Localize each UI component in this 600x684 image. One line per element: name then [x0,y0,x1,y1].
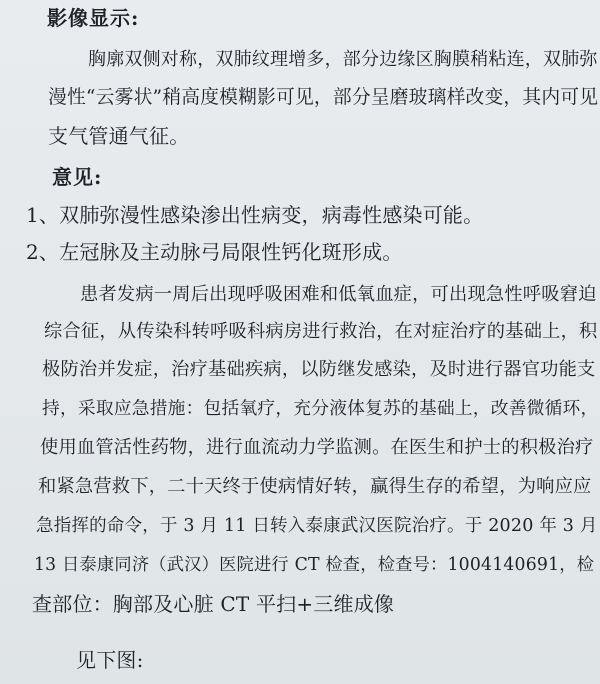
opinion-heading: 意见: [52,165,103,189]
opinion-item-1: 1、双肺弥漫性感染渗出性病变，病毒性感染可能。 [26,203,484,227]
narrative-line-1: 患者发病一周后出现呼吸困难和低氧血症，可出现急性呼吸窘迫 [80,284,597,305]
narrative-line-3: 极防治并发症，治疗基础疾病，以防继发感染，及时进行器官功能支 [42,359,596,380]
narrative-line-5: 使用血管活性药物，进行血流动力学监测。在医生和护士的积极治疗 [40,437,594,458]
narrative-line-9: 查部位：胸部及心脏 CT 平扫+三维成像 [32,592,395,616]
imaging-findings-heading: 影像显示: [47,6,140,30]
narrative-line-2: 综合征，从传染科转呼吸科病房进行救治，在对症治疗的基础上，积 [44,321,598,342]
narrative-line-4: 持，采取应急措施：包括氧疗，充分液体复苏的基础上，改善微循环， [42,399,599,419]
findings-line-2: 漫性“云雾状”稍高度模糊影可见，部分呈磨玻璃样改变，其内可见 [48,87,599,108]
findings-line-1: 胸廓双侧对称，双肺纹理增多，部分边缘区胸膜稍粘连，双肺弥 [88,49,598,70]
narrative-line-6: 和紧急营救下，二十天终于使病情好转，赢得生存的希望，为响应应 [38,476,592,497]
see-below-label: 见下图: [76,648,144,672]
narrative-line-8: 13 日泰康同济（武汉）医院进行 CT 检查，检查号：1004140691，检 [34,555,595,575]
opinion-item-2: 2、左冠脉及主动脉弓局限性钙化斑形成。 [26,240,403,264]
narrative-line-7: 急指挥的命令，于 3 月 11 日转入泰康武汉医院治疗。于 2020 年 3 月 [36,516,598,536]
findings-line-3: 支气管通气征。 [48,124,190,148]
